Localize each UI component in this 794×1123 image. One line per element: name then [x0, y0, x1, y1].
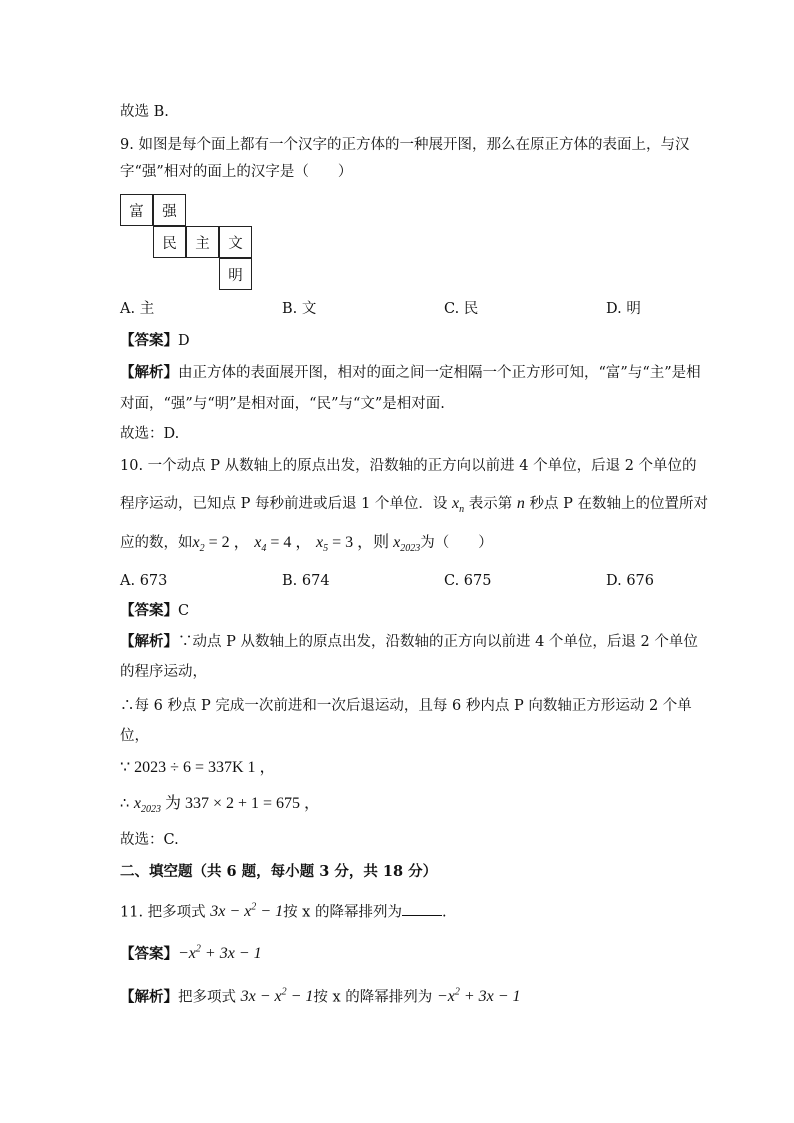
q10-conclusion: 故选：C. — [120, 832, 179, 848]
q9-analysis-line2: 对面，“强”与“明”是相对面，“民”与“文”是相对面. — [120, 396, 445, 412]
analysis-tag: 【解析】 — [120, 988, 178, 1006]
q10-stem-line1: 10. 一个动点 P 从数轴上的原点出发，沿数轴的正方向以前进 4 个单位，后退 2 个单位的 — [120, 458, 697, 474]
answer-value: C — [178, 603, 190, 619]
q9-option-c: C. 民 — [444, 301, 479, 317]
therefore-symbol: ∴ — [120, 796, 134, 812]
q9-option-b: B. 文 — [282, 301, 317, 317]
analysis-equation: 为 337 × 2 + 1 = 675 ， — [160, 795, 321, 812]
eq-x5-rhs: = 3 ，则 — [328, 534, 394, 551]
answer-value: D — [178, 333, 190, 349]
net-cell-min: 民 — [153, 226, 186, 258]
analysis-text: 把多项式 — [178, 989, 241, 1006]
q10-analysis-line1 — [120, 632, 698, 652]
q10-option-a: A. 673 — [120, 573, 168, 589]
q10-option-c: C. 675 — [444, 573, 492, 589]
answer-blank[interactable] — [402, 901, 442, 916]
answer-tag: 【答案】 — [120, 332, 178, 349]
eq-x4: $x_4$ — [254, 534, 267, 555]
q10-analysis-line5 — [120, 758, 276, 778]
net-cell-qiang: 强 — [153, 194, 186, 226]
q11-stem — [120, 898, 447, 922]
q9-conclusion: 故选：D. — [120, 426, 180, 442]
net-cell-zhu: 主 — [186, 226, 219, 258]
answer-expression: $-x^2 + 3x - 1$ — [178, 944, 262, 963]
section-heading: 二、填空题（共 6 题，每小题 3 分，共 18 分） — [120, 863, 438, 880]
analysis-expression: $3x - x^2 - 1$ — [240, 987, 314, 1006]
q9-answer — [120, 331, 190, 351]
q10-analysis-line6 — [120, 794, 320, 820]
q9-option-a: A. 主 — [120, 301, 155, 317]
analysis-tag: 【解析】 — [120, 633, 178, 650]
eq-x2-rhs: = 2 ， — [204, 534, 250, 551]
q9-stem-line2: 字“强”相对的面上的汉字是（ ） — [120, 164, 353, 180]
q10-stem-text: 表示第 — [464, 496, 517, 512]
q10-stem-line3 — [120, 533, 493, 559]
eq-x2: $x_2$ — [192, 534, 205, 555]
q10-stem-text: 秒点 P 在数轴上的位置所对 — [524, 496, 708, 512]
q11-expression: $3x - x^2 - 1$ — [210, 902, 284, 921]
analysis-text: ∵动点 P 从数轴上的原点出发，沿数轴的正方向以前进 4 个单位，后退 2 个单位 — [178, 634, 698, 650]
q11-stem-end: . — [441, 904, 447, 921]
net-cell-ming: 明 — [219, 258, 252, 290]
answer-tag: 【答案】 — [120, 945, 178, 963]
q10-analysis-line3: ∴每 6 秒点 P 完成一次前进和一次后退运动，且每 6 秒内点 P 向数轴正方形运动 2 个单 — [120, 698, 692, 714]
var-x: $x_n$ — [452, 495, 465, 516]
eq-x4-rhs: = 4 ， — [266, 534, 312, 551]
q11-answer — [120, 940, 262, 964]
q8-conclusion: 故选 B. — [120, 104, 169, 120]
answer-tag: 【答案】 — [120, 602, 178, 619]
q11-stem-text: 按 x 的降幂排列为 — [283, 904, 402, 921]
eq-x5: $x_5$ — [316, 534, 329, 555]
q9-option-d: D. 明 — [606, 301, 641, 317]
analysis-text: 按 x 的降幂排列为 — [313, 989, 437, 1006]
q9-stem-line1: 9. 如图是每个面上都有一个汉字的正方体的一种展开图，那么在原正方体的表面上，与汉 — [120, 137, 690, 153]
q10-analysis-line4: 位， — [120, 728, 149, 744]
eq-x2023: $x_{2023}$ — [393, 534, 421, 555]
analysis-text: 由正方体的表面展开图，相对的面之间一定相隔一个正方形可知，“富”与“主”是相 — [178, 365, 701, 381]
analysis-answer-expression: $-x^2 + 3x - 1$ — [436, 987, 521, 1006]
q10-option-d: D. 676 — [606, 573, 655, 589]
net-cell-wen: 文 — [219, 226, 252, 258]
q10-analysis-line2: 的程序运动， — [120, 664, 207, 680]
q11-analysis — [120, 983, 521, 1007]
q10-stem-text: 为（ ） — [420, 535, 493, 551]
var-x2023: $x_{2023}$ — [133, 795, 161, 816]
q11-stem-text: 11. 把多项式 — [120, 904, 211, 921]
analysis-tag: 【解析】 — [120, 364, 178, 381]
q10-option-b: B. 674 — [282, 573, 330, 589]
q10-stem-line2 — [120, 494, 708, 520]
analysis-equation: ∵ 2023 ÷ 6 = 337K 1 ， — [120, 759, 276, 776]
q10-stem-text: 程序运动，已知点 P 每秒前进或后退 1 个单位．设 — [120, 496, 453, 512]
q9-analysis-line1 — [120, 363, 701, 383]
var-n: n — [516, 495, 525, 512]
net-cell-fu: 富 — [120, 194, 153, 226]
q10-answer — [120, 601, 189, 621]
q10-stem-text: 应的数，如 — [120, 535, 193, 551]
